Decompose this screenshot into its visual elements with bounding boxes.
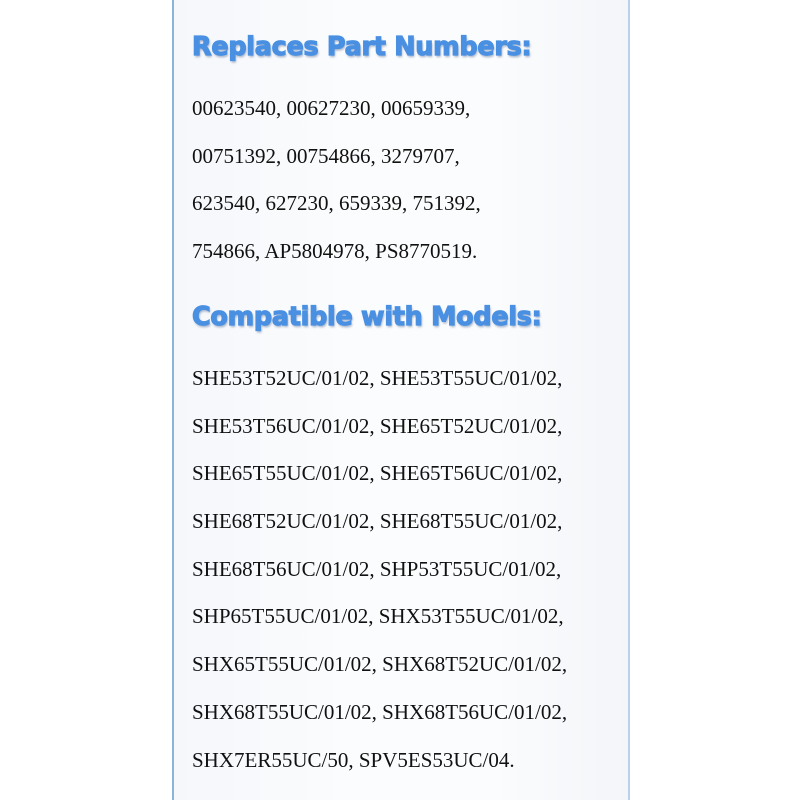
model-line: SHE65T55UC/01/02, SHE65T56UC/01/02, (192, 461, 563, 486)
model-line: SHE68T56UC/01/02, SHP53T55UC/01/02, (192, 556, 562, 581)
part-numbers-line: 00751392, 00754866, 3279707, (192, 143, 460, 168)
compatible-heading: Compatible with Models: (192, 302, 542, 332)
part-numbers-line: 623540, 627230, 659339, 751392, (192, 191, 481, 216)
model-line: SHX7ER55UC/50, SPV5ES53UC/04. (192, 747, 515, 772)
model-line: SHE68T52UC/01/02, SHE68T55UC/01/02, (192, 509, 563, 534)
compatible-models-list (192, 365, 567, 794)
model-line: SHE53T56UC/01/02, SHE65T52UC/01/02, (192, 413, 563, 438)
part-numbers-line: 00623540, 00627230, 00659339, (192, 96, 471, 120)
model-line: SHX68T55UC/01/02, SHX68T56UC/01/02, (192, 699, 568, 724)
part-numbers-list (192, 95, 481, 286)
model-line: SHX65T55UC/01/02, SHX68T52UC/01/02, (192, 652, 568, 677)
model-line: SHE53T52UC/01/02, SHE53T55UC/01/02, (192, 366, 563, 390)
model-line: SHP65T55UC/01/02, SHX53T55UC/01/02, (192, 604, 564, 629)
replaces-heading: Replaces Part Numbers: (192, 32, 532, 62)
part-numbers-line: 754866, AP5804978, PS8770519. (192, 239, 478, 264)
